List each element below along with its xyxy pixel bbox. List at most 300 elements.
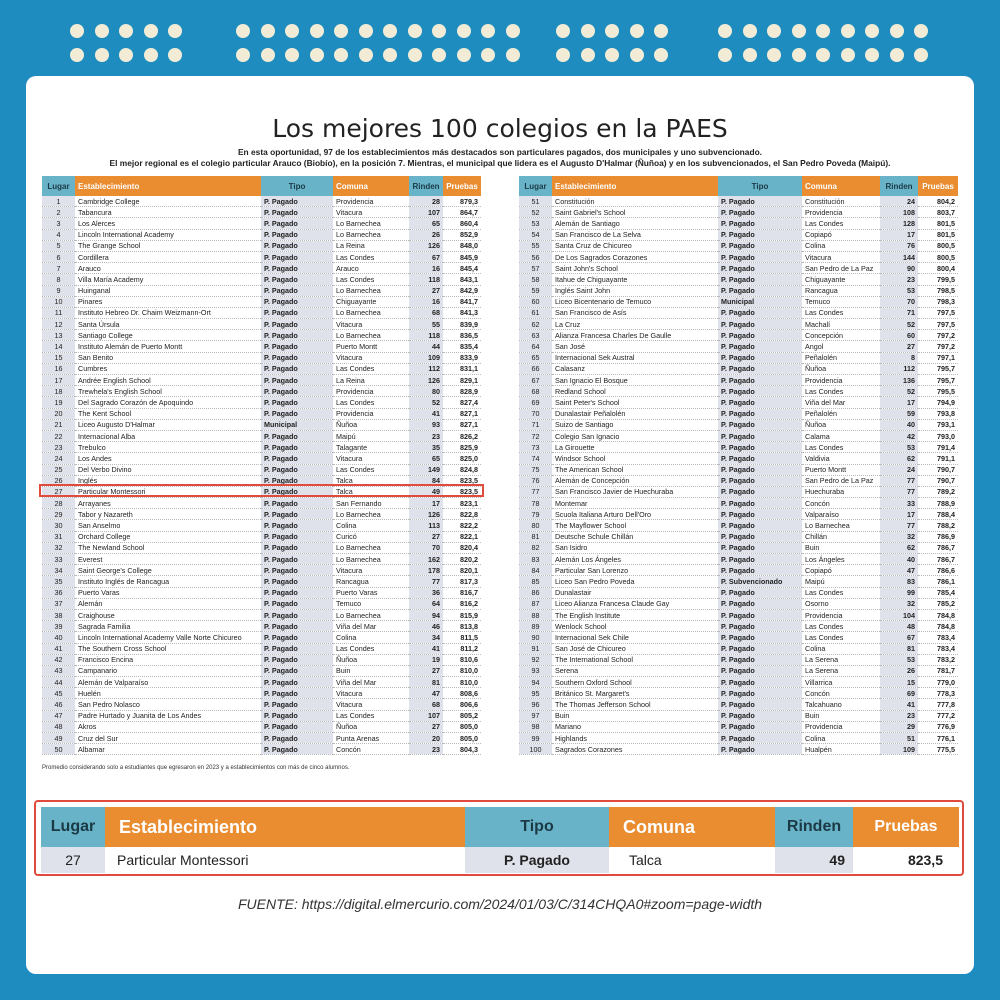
cell-comuna: Vitacura <box>333 688 409 699</box>
cell-pruebas: 777,2 <box>918 710 958 721</box>
cell-pruebas: 822,2 <box>443 520 481 531</box>
decorative-dot <box>334 48 348 62</box>
cell-lugar: 20 <box>42 408 75 419</box>
zoom-cell-rinden: 49 <box>775 847 853 873</box>
cell-tipo: P. Pagado <box>261 240 333 251</box>
cell-pruebas: 820,4 <box>443 542 481 553</box>
cell-pruebas: 790,7 <box>918 475 958 486</box>
cell-pruebas: 845,9 <box>443 251 481 262</box>
cell-comuna: Las Condes <box>802 621 880 632</box>
cell-lugar: 81 <box>519 531 552 542</box>
cell-rinden: 59 <box>880 408 918 419</box>
cell-rinden: 112 <box>409 363 443 374</box>
table-row <box>42 654 481 665</box>
cell-establecimiento: Puerto Varas <box>75 587 261 598</box>
zoom-header-establecimiento: Establecimiento <box>105 807 465 847</box>
cell-rinden: 15 <box>880 677 918 688</box>
cell-comuna: Constitución <box>802 196 880 207</box>
cell-comuna: Vitacura <box>333 319 409 330</box>
cell-establecimiento: Alemán de Valparaíso <box>75 677 261 688</box>
cell-comuna: Providencia <box>802 609 880 620</box>
cell-rinden: 17 <box>880 397 918 408</box>
decorative-dot <box>168 48 182 62</box>
cell-comuna: Ñuñoa <box>333 419 409 430</box>
cell-comuna: Colina <box>802 643 880 654</box>
decorative-dot <box>457 48 471 62</box>
cell-lugar: 94 <box>519 677 552 688</box>
cell-tipo: P. Pagado <box>261 263 333 274</box>
cell-lugar: 19 <box>42 397 75 408</box>
cell-rinden: 17 <box>880 229 918 240</box>
cell-tipo: P. Pagado <box>261 296 333 307</box>
cell-comuna: La Serena <box>802 665 880 676</box>
cell-lugar: 5 <box>42 240 75 251</box>
table-row <box>519 621 958 632</box>
cell-pruebas: 793,0 <box>918 430 958 441</box>
cell-tipo: P. Pagado <box>261 576 333 587</box>
cell-pruebas: 826,2 <box>443 430 481 441</box>
cell-lugar: 32 <box>42 542 75 553</box>
decorative-dot <box>890 48 904 62</box>
cell-rinden: 68 <box>409 699 443 710</box>
table-row <box>519 688 958 699</box>
cell-lugar: 89 <box>519 621 552 632</box>
cell-pruebas: 791,4 <box>918 442 958 453</box>
cell-establecimiento: Serena <box>552 665 718 676</box>
cell-tipo: P. Pagado <box>261 386 333 397</box>
header-rinden: Rinden <box>409 176 443 196</box>
cell-rinden: 60 <box>880 330 918 341</box>
cell-comuna: Talca <box>333 475 409 486</box>
cell-rinden: 76 <box>880 240 918 251</box>
cell-tipo: P. Pagado <box>261 453 333 464</box>
cell-rinden: 149 <box>409 464 443 475</box>
cell-establecimiento: San Isidro <box>552 542 718 553</box>
cell-pruebas: 848,0 <box>443 240 481 251</box>
cell-comuna: Copiapó <box>802 229 880 240</box>
zoom-cell-pruebas: 823,5 <box>907 852 943 868</box>
table-row <box>42 363 481 374</box>
cell-comuna: San Fernando <box>333 498 409 509</box>
cell-lugar: 40 <box>42 632 75 643</box>
cell-lugar: 17 <box>42 375 75 386</box>
cell-pruebas: 801,5 <box>918 229 958 240</box>
cell-rinden: 28 <box>409 196 443 207</box>
cell-comuna: Las Condes <box>802 587 880 598</box>
decorative-dot <box>119 24 133 38</box>
cell-comuna: Providencia <box>802 375 880 386</box>
cell-tipo: P. Pagado <box>261 520 333 531</box>
table-row <box>519 352 958 363</box>
cell-establecimiento: Santa Cruz de Chicureo <box>552 240 718 251</box>
table-row <box>42 721 481 732</box>
cell-lugar: 35 <box>42 576 75 587</box>
cell-pruebas: 823,1 <box>443 498 481 509</box>
table-row <box>519 609 958 620</box>
table-row <box>42 498 481 509</box>
top-dots-row-2 <box>0 48 1000 64</box>
cell-lugar: 36 <box>42 587 75 598</box>
cell-tipo: P. Pagado <box>718 688 802 699</box>
table-row <box>519 576 958 587</box>
cell-pruebas: 825,9 <box>443 442 481 453</box>
table-row <box>42 643 481 654</box>
cell-comuna: Las Condes <box>802 442 880 453</box>
cell-pruebas: 786,9 <box>918 531 958 542</box>
cell-rinden: 112 <box>880 363 918 374</box>
cell-comuna: Vitacura <box>333 699 409 710</box>
cell-pruebas: 810,0 <box>443 665 481 676</box>
cell-comuna: Vitacura <box>333 352 409 363</box>
cell-pruebas: 795,7 <box>918 363 958 374</box>
cell-establecimiento: Constitución <box>552 196 718 207</box>
cell-lugar: 86 <box>519 587 552 598</box>
cell-rinden: 32 <box>880 531 918 542</box>
cell-pruebas: 810,6 <box>443 654 481 665</box>
cell-rinden: 107 <box>409 207 443 218</box>
cell-lugar: 1 <box>42 196 75 207</box>
table-row <box>519 542 958 553</box>
cell-comuna: Concón <box>333 744 409 755</box>
cell-tipo: P. Pagado <box>718 341 802 352</box>
cell-lugar: 48 <box>42 721 75 732</box>
cell-tipo: P. Pagado <box>261 677 333 688</box>
cell-comuna: Providencia <box>333 196 409 207</box>
table-row <box>519 386 958 397</box>
table-row <box>519 565 958 576</box>
cell-establecimiento: Southern Oxford School <box>552 677 718 688</box>
cell-rinden: 90 <box>880 263 918 274</box>
table-row <box>42 587 481 598</box>
zoom-cell-tipo: P. Pagado <box>465 847 609 873</box>
cell-rinden: 94 <box>409 609 443 620</box>
cell-rinden: 26 <box>409 229 443 240</box>
cell-comuna: Viña del Mar <box>333 621 409 632</box>
cell-tipo: P. Pagado <box>261 643 333 654</box>
zoomed-highlight-table <box>41 807 959 873</box>
decorative-dot <box>95 24 109 38</box>
cell-establecimiento: San Francisco de Asís <box>552 307 718 318</box>
cell-comuna: Lo Barnechea <box>333 609 409 620</box>
decorative-dot <box>630 48 644 62</box>
cell-establecimiento: Colegio San Ignacio <box>552 430 718 441</box>
cell-tipo: P. Pagado <box>718 486 802 497</box>
cell-lugar: 16 <box>42 363 75 374</box>
cell-comuna: Colina <box>333 632 409 643</box>
subtitle-line-2: El mejor regional es el colegio particular Arauco (Biobío), en la posición 7. Mientras, el municipal que lidera es el Augusto D'Halmar (Ñuñoa) y en los subvencionados, el San Pedro Poveda (Maipú). <box>109 158 891 168</box>
cell-tipo: P. Pagado <box>718 498 802 509</box>
table-row <box>519 475 958 486</box>
cell-pruebas: 824,8 <box>443 464 481 475</box>
table-row <box>519 554 958 565</box>
table-row <box>519 363 958 374</box>
cell-tipo: P. Pagado <box>261 397 333 408</box>
cell-pruebas: 783,2 <box>918 654 958 665</box>
header-lugar: Lugar <box>519 176 552 196</box>
table-row <box>42 565 481 576</box>
cell-comuna: Las Condes <box>802 307 880 318</box>
cell-pruebas: 786,6 <box>918 565 958 576</box>
table-row <box>519 207 958 218</box>
cell-lugar: 26 <box>42 475 75 486</box>
cell-establecimiento: La Cruz <box>552 319 718 330</box>
cell-lugar: 30 <box>42 520 75 531</box>
cell-establecimiento: Del Sagrado Corazón de Apoquindo <box>75 397 261 408</box>
table-row <box>519 453 958 464</box>
cell-lugar: 39 <box>42 621 75 632</box>
cell-rinden: 33 <box>880 498 918 509</box>
cell-lugar: 31 <box>42 531 75 542</box>
cell-rinden: 47 <box>880 565 918 576</box>
cell-rinden: 40 <box>880 419 918 430</box>
table-row <box>42 542 481 553</box>
cell-lugar: 55 <box>519 240 552 251</box>
table-row <box>42 733 481 744</box>
decorative-dot <box>408 48 422 62</box>
cell-establecimiento: Everest <box>75 554 261 565</box>
cell-lugar: 37 <box>42 598 75 609</box>
cell-pruebas: 786,1 <box>918 576 958 587</box>
cell-establecimiento: Santa Úrsula <box>75 319 261 330</box>
decorative-dot <box>605 48 619 62</box>
table-row <box>42 430 481 441</box>
cell-lugar: 80 <box>519 520 552 531</box>
cell-lugar: 10 <box>42 296 75 307</box>
cell-establecimiento: Calasanz <box>552 363 718 374</box>
cell-comuna: Providencia <box>802 721 880 732</box>
cell-tipo: P. Pagado <box>718 677 802 688</box>
cell-comuna: Las Condes <box>802 386 880 397</box>
cell-pruebas: 822,1 <box>443 531 481 542</box>
cell-lugar: 76 <box>519 475 552 486</box>
cell-tipo: P. Pagado <box>718 319 802 330</box>
decorative-dot <box>481 48 495 62</box>
cell-rinden: 118 <box>409 330 443 341</box>
cell-pruebas: 797,5 <box>918 319 958 330</box>
cell-comuna: Puerto Varas <box>333 587 409 598</box>
cell-tipo: P. Pagado <box>718 464 802 475</box>
cell-lugar: 25 <box>42 464 75 475</box>
cell-pruebas: 777,8 <box>918 699 958 710</box>
cell-tipo: P. Pagado <box>718 196 802 207</box>
cell-pruebas: 794,9 <box>918 397 958 408</box>
cell-pruebas: 841,7 <box>443 296 481 307</box>
cell-lugar: 41 <box>42 643 75 654</box>
cell-comuna: Providencia <box>802 207 880 218</box>
table-row <box>519 319 958 330</box>
cell-pruebas: 823,5 <box>443 475 481 486</box>
cell-establecimiento: Inglés Saint John <box>552 285 718 296</box>
cell-establecimiento: Alianza Francesa Charles De Gaulle <box>552 330 718 341</box>
cell-comuna: Vitacura <box>333 453 409 464</box>
decorative-dot <box>718 48 732 62</box>
table-row <box>42 699 481 710</box>
cell-pruebas: 811,2 <box>443 643 481 654</box>
cell-tipo: P. Pagado <box>261 464 333 475</box>
cell-pruebas: 820,2 <box>443 554 481 565</box>
table-row <box>42 296 481 307</box>
cell-pruebas: 783,4 <box>918 632 958 643</box>
cell-lugar: 73 <box>519 442 552 453</box>
cell-establecimiento: San Francisco de La Selva <box>552 229 718 240</box>
cell-tipo: P. Pagado <box>718 442 802 453</box>
table-row <box>519 654 958 665</box>
cell-pruebas: 831,1 <box>443 363 481 374</box>
decorative-dot <box>383 24 397 38</box>
cell-tipo: P. Pagado <box>261 688 333 699</box>
cell-rinden: 36 <box>409 587 443 598</box>
cell-rinden: 8 <box>880 352 918 363</box>
cell-comuna: Rancagua <box>333 576 409 587</box>
cell-lugar: 4 <box>42 229 75 240</box>
cell-comuna: Lo Barnechea <box>333 229 409 240</box>
cell-rinden: 41 <box>409 408 443 419</box>
cell-pruebas: 799,5 <box>918 274 958 285</box>
cell-comuna: Hualpén <box>802 744 880 755</box>
table-row <box>519 375 958 386</box>
cell-lugar: 23 <box>42 442 75 453</box>
cell-establecimiento: Tabancura <box>75 207 261 218</box>
footnote: Promedio considerando solo a estudiantes que egresaron en 2023 y a establecimientos con más de cinco alumnos. <box>42 765 350 771</box>
cell-establecimiento: The English Institute <box>552 609 718 620</box>
cell-establecimiento: Cruz del Sur <box>75 733 261 744</box>
decorative-dot <box>408 24 422 38</box>
cell-establecimiento: Cumbres <box>75 363 261 374</box>
decorative-dot <box>718 24 732 38</box>
cell-comuna: Ñuñoa <box>333 654 409 665</box>
cell-establecimiento: The Thomas Jefferson School <box>552 699 718 710</box>
table-row <box>519 274 958 285</box>
cell-tipo: P. Pagado <box>718 744 802 755</box>
cell-comuna: Las Condes <box>333 643 409 654</box>
cell-tipo: P. Pagado <box>261 330 333 341</box>
cell-lugar: 96 <box>519 699 552 710</box>
cell-establecimiento: San José de Chicureo <box>552 643 718 654</box>
table-row <box>519 699 958 710</box>
decorative-dot <box>70 24 84 38</box>
cell-comuna: Maipú <box>333 430 409 441</box>
table-row <box>519 263 958 274</box>
cell-establecimiento: Británico St. Margaret's <box>552 688 718 699</box>
decorative-dot <box>581 48 595 62</box>
cell-comuna: Lo Barnechea <box>333 218 409 229</box>
cell-tipo: P. Subvencionado <box>718 576 802 587</box>
decorative-dot <box>261 24 275 38</box>
table-row <box>519 744 958 755</box>
table-row <box>519 520 958 531</box>
cell-rinden: 16 <box>409 296 443 307</box>
decorative-dot <box>285 48 299 62</box>
table-row <box>519 218 958 229</box>
cell-rinden: 17 <box>880 509 918 520</box>
decorative-dot <box>816 48 830 62</box>
cell-pruebas: 784,8 <box>918 609 958 620</box>
decorative-dot <box>581 24 595 38</box>
cell-comuna: Lo Barnechea <box>333 542 409 553</box>
cell-rinden: 41 <box>880 699 918 710</box>
cell-tipo: P. Pagado <box>261 498 333 509</box>
cell-lugar: 63 <box>519 330 552 341</box>
cell-rinden: 70 <box>880 296 918 307</box>
cell-rinden: 27 <box>409 285 443 296</box>
cell-pruebas: 798,3 <box>918 296 958 307</box>
decorative-dot <box>890 24 904 38</box>
decorative-dot <box>914 24 928 38</box>
cell-establecimiento: Instituto Inglés de Rancagua <box>75 576 261 587</box>
table-row <box>42 632 481 643</box>
cell-tipo: P. Pagado <box>261 218 333 229</box>
cell-rinden: 55 <box>409 319 443 330</box>
table-row <box>519 296 958 307</box>
cell-tipo: P. Pagado <box>718 330 802 341</box>
cell-comuna: Vitacura <box>333 565 409 576</box>
cell-establecimiento: Villa María Academy <box>75 274 261 285</box>
cell-tipo: P. Pagado <box>718 520 802 531</box>
cell-lugar: 93 <box>519 665 552 676</box>
cell-pruebas: 790,7 <box>918 464 958 475</box>
table-row <box>519 229 958 240</box>
cell-tipo: P. Pagado <box>718 274 802 285</box>
cell-tipo: P. Pagado <box>718 363 802 374</box>
cell-comuna: Buin <box>802 710 880 721</box>
cell-lugar: 85 <box>519 576 552 587</box>
cell-establecimiento: San Benito <box>75 352 261 363</box>
cell-pruebas: 786,7 <box>918 542 958 553</box>
decorative-dot <box>914 48 928 62</box>
cell-tipo: P. Pagado <box>261 274 333 285</box>
table-row <box>42 251 481 262</box>
cell-comuna: Concepción <box>802 330 880 341</box>
cell-establecimiento: Saint John's School <box>552 263 718 274</box>
decorative-dot <box>310 24 324 38</box>
cell-lugar: 84 <box>519 565 552 576</box>
decorative-dot <box>865 24 879 38</box>
cell-tipo: P. Pagado <box>261 609 333 620</box>
cell-rinden: 27 <box>880 341 918 352</box>
cell-pruebas: 842,9 <box>443 285 481 296</box>
table-row <box>42 744 481 755</box>
cell-comuna: Las Condes <box>333 464 409 475</box>
cell-comuna: Viña del Mar <box>333 677 409 688</box>
header-lugar: Lugar <box>42 176 75 196</box>
cell-lugar: 13 <box>42 330 75 341</box>
header-comuna: Comuna <box>802 176 880 196</box>
cell-pruebas: 829,1 <box>443 375 481 386</box>
cell-pruebas: 817,3 <box>443 576 481 587</box>
cell-rinden: 27 <box>409 665 443 676</box>
table-row <box>519 285 958 296</box>
cell-rinden: 65 <box>409 453 443 464</box>
cell-comuna: Lo Barnechea <box>802 520 880 531</box>
cell-establecimiento: Internacional Sek Chile <box>552 632 718 643</box>
cell-tipo: P. Pagado <box>261 319 333 330</box>
cell-tipo: P. Pagado <box>261 475 333 486</box>
decorative-dot <box>792 48 806 62</box>
cell-lugar: 22 <box>42 430 75 441</box>
table-row <box>42 240 481 251</box>
zoom-cell-establecimiento: Particular Montessori <box>117 852 249 868</box>
cell-establecimiento: The Southern Cross School <box>75 643 261 654</box>
cell-establecimiento: Liceo Alianza Francesa Claude Gay <box>552 598 718 609</box>
cell-establecimiento: De Los Sagrados Corazones <box>552 251 718 262</box>
cell-tipo: P. Pagado <box>261 375 333 386</box>
decorative-dot <box>432 48 446 62</box>
cell-tipo: P. Pagado <box>261 531 333 542</box>
decorative-dot <box>285 24 299 38</box>
cell-establecimiento: San Ignacio El Bosque <box>552 375 718 386</box>
decorative-dot <box>168 24 182 38</box>
cell-lugar: 34 <box>42 565 75 576</box>
